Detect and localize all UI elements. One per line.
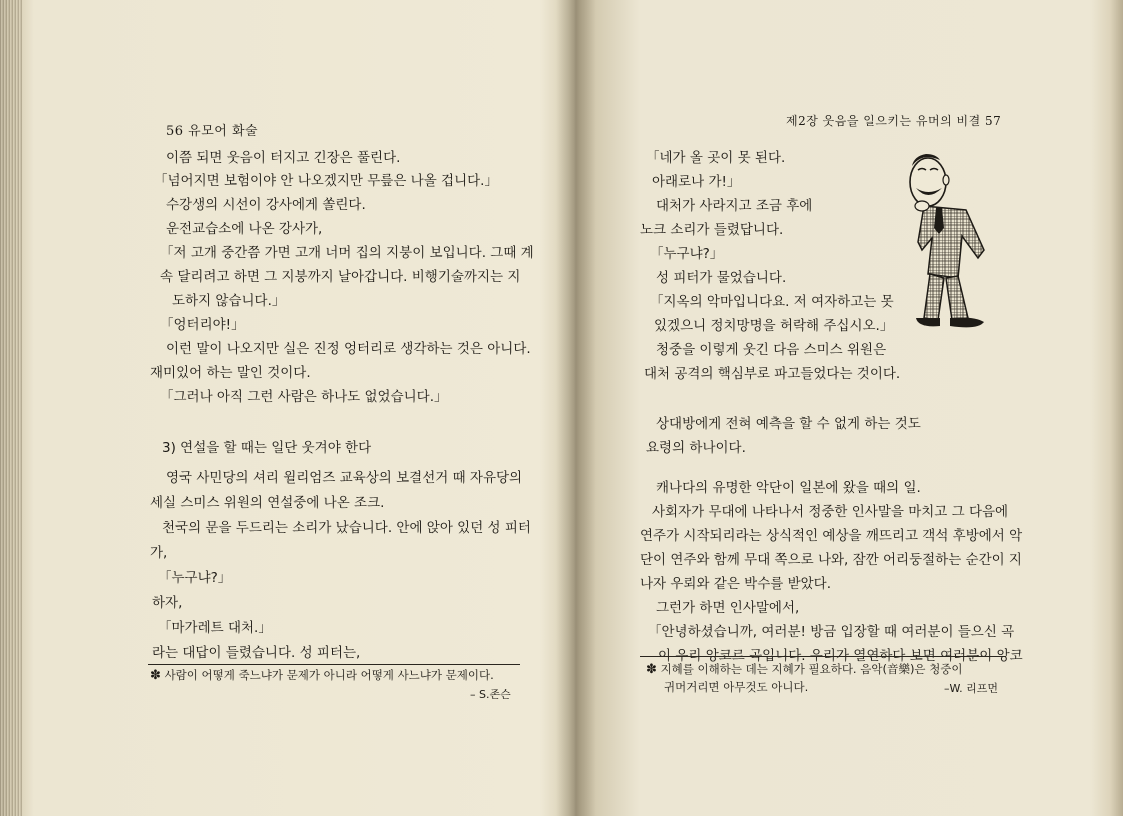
right-footnote xyxy=(646,661,963,677)
text-line: 「지옥의 악마입니다요. 저 여자하고는 못 xyxy=(650,294,894,310)
section-heading: 3) 연설을 할 때는 일단 웃겨야 한다 xyxy=(162,440,372,456)
text-line: 있겠으니 정치망명을 허락해 주십시오.」 xyxy=(654,318,894,334)
text-line: 운전교습소에 나온 강사가, xyxy=(166,221,323,237)
text-line: 이 우리 앙코르 곡입니다. 우리가 열연하다 보면 여러분이 앙코 xyxy=(658,648,1023,664)
text-line: 「마가레트 대처.」 xyxy=(158,620,272,636)
text-line: 「넘어지면 보험이야 안 나오겠지만 무릎은 나올 겁니다.」 xyxy=(154,173,498,189)
text-line: 나자 우뢰와 같은 박수를 받았다. xyxy=(640,576,831,592)
text-line: 「그러나 아직 그런 사람은 하나도 없었습니다.」 xyxy=(160,389,448,405)
left-running-head: 56 유모어 화술 xyxy=(166,124,259,139)
right-footnote-attribution: –W. 리프먼 xyxy=(944,682,998,695)
text-line: 도하지 않습니다.」 xyxy=(172,293,286,309)
laughing-man-illustration xyxy=(888,150,1008,334)
footnote-text: 사람이 어떻게 죽느냐가 문제가 아니라 어떻게 사느냐가 문제이다. xyxy=(164,668,494,682)
text-line: 재미있어 하는 말인 것이다. xyxy=(150,365,311,381)
footnote-rule xyxy=(148,664,520,665)
text-line: 대처 공격의 핵심부로 파고들었다는 것이다. xyxy=(644,366,901,382)
text-line: 성 피터가 물었습니다. xyxy=(656,270,787,286)
left-footnote-attribution: – S.존슨 xyxy=(470,688,511,701)
text-line: 노크 소리가 들렸답니다. xyxy=(640,222,784,238)
text-line: 「누구냐?」 xyxy=(650,246,724,262)
clover-icon: ✽ xyxy=(150,668,161,683)
text-line: 라는 대답이 들렸습니다. 성 피터는, xyxy=(152,645,361,661)
text-line: 세실 스미스 위원의 연설중에 나온 조크. xyxy=(150,495,385,511)
text-line: 단이 연주와 함께 무대 쪽으로 나와, 잠깐 어리둥절하는 순간이 지 xyxy=(640,552,1022,568)
text-line: 사회자가 무대에 나타나서 정중한 인사말을 마치고 그 다음에 xyxy=(652,504,1009,520)
text-line: 「저 고개 중간쯤 가면 고개 너머 집의 지붕이 보입니다. 그때 계 xyxy=(160,245,534,261)
footnote-text: 지혜를 이해하는 데는 지혜가 필요하다. 음악(音樂)은 청중이 xyxy=(660,662,963,676)
text-line: 청중을 이렇게 웃긴 다음 스미스 위원은 xyxy=(656,342,887,358)
text-line: 하자, xyxy=(152,595,183,611)
text-line: 이런 말이 나오지만 실은 진정 엉터리로 생각하는 것은 아니다. xyxy=(166,341,531,357)
text-line: 아래로나 가!」 xyxy=(652,174,741,190)
text-line: 영국 사민당의 셔리 윌리엄즈 교육상의 보결선거 때 자유당의 xyxy=(166,470,523,486)
text-line: 그런가 하면 인사말에서, xyxy=(656,600,800,616)
text-line: 상대방에게 전혀 예측을 할 수 없게 하는 것도 xyxy=(656,416,921,432)
left-footnote xyxy=(150,667,494,683)
page-edges xyxy=(0,0,22,816)
right-running-head: 제2장 웃음을 일으키는 유머의 비결 57 xyxy=(786,114,1002,128)
clover-icon: ✽ xyxy=(646,662,657,677)
text-line: 속 달리려고 하면 그 지붕까지 날아갑니다. 비행기술까지는 지 xyxy=(160,269,521,285)
text-line: 수강생의 시선이 강사에게 쏠린다. xyxy=(166,197,366,213)
text-line: 연주가 시작되리라는 상식적인 예상을 깨뜨리고 객석 후방에서 악 xyxy=(640,528,1023,544)
text-line: 「안녕하셨습니까, 여러분! 방금 입장할 때 여러분이 들으신 곡 xyxy=(648,624,1015,640)
right-footnote-line2: 귀머거리면 아무것도 아니다. xyxy=(664,680,809,694)
text-line: 이쯤 되면 웃음이 터지고 긴장은 풀린다. xyxy=(166,150,401,166)
text-line: 요령의 하나이다. xyxy=(646,440,746,456)
text-line: 「엉터리야!」 xyxy=(160,317,245,333)
text-line: 가, xyxy=(150,545,168,561)
text-line: 천국의 문을 두드리는 소리가 났습니다. 안에 앉아 있던 성 피터 xyxy=(162,520,531,536)
text-line: 「네가 올 곳이 못 된다. xyxy=(646,150,786,166)
footnote-rule xyxy=(640,656,1006,657)
text-line: 캐나다의 유명한 악단이 일본에 왔을 때의 일. xyxy=(656,480,921,496)
text-line: 대처가 사라지고 조금 후에 xyxy=(656,198,813,214)
text-line: 「누구냐?」 xyxy=(158,570,232,586)
book-gutter xyxy=(556,0,596,816)
